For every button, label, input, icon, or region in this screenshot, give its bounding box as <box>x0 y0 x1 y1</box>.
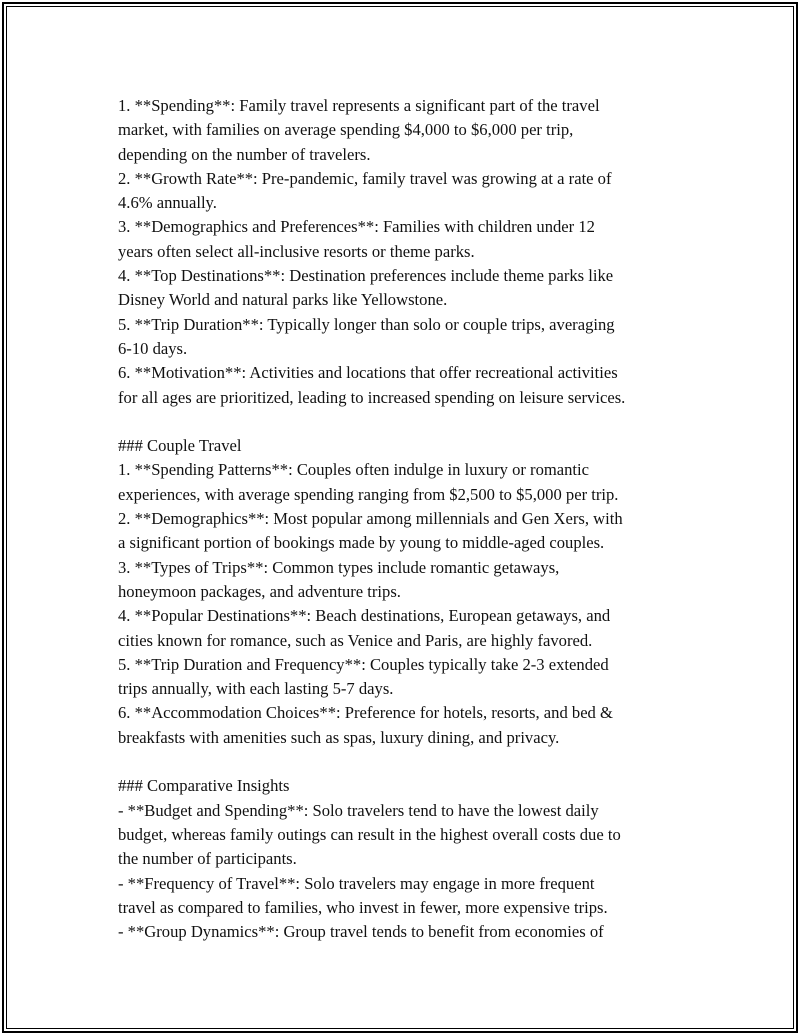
text-line: 3. **Types of Trips**: Common types include romantic getaways, <box>118 557 560 577</box>
text-line: 5. **Trip Duration**: Typically longer than solo or couple trips, averaging <box>118 314 615 334</box>
text-line: - **Group Dynamics**: Group travel tends to benefit from economies of <box>118 922 604 942</box>
text-line: cities known for romance, such as Venice and Paris, are highly favored. <box>118 630 593 650</box>
text-line: for all ages are prioritized, leading to increased spending on leisure services. <box>118 387 626 407</box>
text-line: 6. **Accommodation Choices**: Preference for hotels, resorts, and bed & <box>118 703 613 723</box>
text-line: 5. **Trip Duration and Frequency**: Couples typically take 2-3 extended <box>118 654 609 674</box>
text-line: breakfasts with amenities such as spas, luxury dining, and privacy. <box>118 727 560 747</box>
text-line: - **Frequency of Travel**: Solo travelers may engage in more frequent <box>118 873 595 893</box>
text-line: 4.6% annually. <box>118 193 217 213</box>
text-line: 6. **Motivation**: Activities and locations that offer recreational activities <box>118 363 618 383</box>
text-line: 2. **Demographics**: Most popular among millennials and Gen Xers, with <box>118 509 623 529</box>
text-line: the number of participants. <box>118 849 297 869</box>
text-line: trips annually, with each lasting 5-7 days. <box>118 679 394 699</box>
text-line: 3. **Demographics and Preferences**: Families with children under 12 <box>118 217 595 237</box>
text-line: market, with families on average spending $4,000 to $6,000 per trip, <box>118 120 574 140</box>
text-line: travel as compared to families, who invest in fewer, more expensive trips. <box>118 897 608 917</box>
text-line: a significant portion of bookings made by young to middle-aged couples. <box>118 533 605 553</box>
text-line: years often select all-inclusive resorts or theme parks. <box>118 241 475 261</box>
text-line: depending on the number of travelers. <box>118 144 371 164</box>
section-heading-comparative-insights: ### Comparative Insights <box>118 776 290 796</box>
text-line: 1. **Spending**: Family travel represents a significant part of the travel <box>118 96 600 115</box>
text-line: experiences, with average spending ranging from $2,500 to $5,000 per trip. <box>118 484 619 504</box>
text-line: - **Budget and Spending**: Solo travelers tend to have the lowest daily <box>118 800 599 820</box>
blank-line <box>118 410 698 434</box>
section-heading-couple-travel: ### Couple Travel <box>118 436 242 456</box>
text-line: 1. **Spending Patterns**: Couples often indulge in luxury or romantic <box>118 460 590 480</box>
blank-line <box>118 750 698 774</box>
text-line: 2. **Growth Rate**: Pre-pandemic, family travel was growing at a rate of <box>118 168 612 188</box>
text-line: 4. **Top Destinations**: Destination preferences include theme parks like <box>118 266 614 286</box>
text-line: 6-10 days. <box>118 338 188 358</box>
text-line: budget, whereas family outings can result in the highest overall costs due to <box>118 824 621 844</box>
text-line: honeymoon packages, and adventure trips. <box>118 581 401 601</box>
document-text <box>118 94 698 944</box>
text-line: 4. **Popular Destinations**: Beach destinations, European getaways, and <box>118 606 611 626</box>
text-line: Disney World and natural parks like Yellowstone. <box>118 290 448 310</box>
